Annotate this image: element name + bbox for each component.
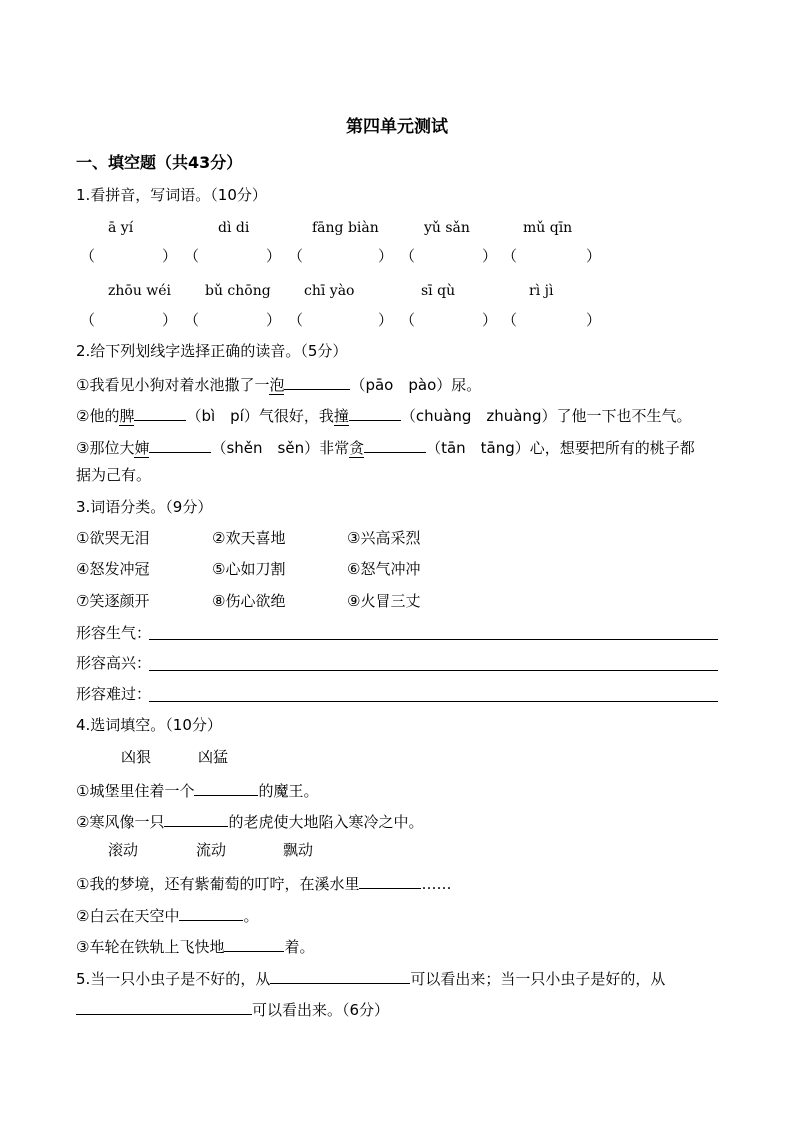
answer-box-close: ） (482, 311, 498, 329)
sentence-text: （shěn sěn）非常 (211, 439, 350, 457)
word-choice: 滚动 (108, 841, 139, 859)
answer-box-open: （ (80, 247, 96, 265)
sentence-text: 5.当一只小虫子是不好的，从 (76, 970, 271, 988)
word-choice: 飘动 (283, 841, 314, 859)
sentence-text: 。 (243, 907, 259, 925)
answer-line[interactable] (149, 639, 718, 640)
pinyin-item: ā yí (108, 220, 134, 236)
sentence-text: …… (421, 875, 452, 893)
question-2-line-2 (76, 406, 691, 424)
answer-box-open: （ (400, 311, 416, 329)
pinyin-item: rì jì (529, 283, 554, 299)
answer-box-close: ） (586, 311, 602, 329)
sentence-text: ③那位大 (76, 439, 135, 457)
answer-box-close: ） (378, 247, 394, 265)
question-4-sentence-5 (76, 937, 314, 955)
sentence-text: ①我看见小狗对着水池撒了一 (76, 376, 270, 394)
answer-blank[interactable] (224, 937, 284, 952)
question-5-line-2 (76, 1000, 389, 1018)
answer-box-close: ） (482, 247, 498, 265)
word-item: ⑥怒气冲冲 (347, 560, 421, 578)
answer-box-open: （ (80, 311, 96, 329)
sentence-text: ②寒风像一只 (76, 813, 165, 831)
answer-blank[interactable] (179, 906, 243, 921)
answer-box-open: （ (502, 311, 518, 329)
answer-blank[interactable] (194, 781, 258, 796)
answer-blank[interactable] (364, 438, 426, 453)
question-2-line-1 (76, 375, 481, 393)
answer-blank[interactable] (134, 406, 186, 421)
pinyin-item: sī qù (421, 283, 456, 299)
answer-box-open: （ (184, 247, 200, 265)
answer-blank[interactable] (359, 874, 421, 889)
word-choice: 凶狠 (121, 748, 152, 766)
underlined-character: 贪 (349, 439, 365, 457)
page-title: 第四单元测试 (346, 117, 448, 137)
answer-blank[interactable] (284, 375, 350, 390)
sentence-text: 可以看出来；当一只小虫子是好的，从 (410, 970, 666, 988)
answer-box-close: ） (266, 247, 282, 265)
answer-box-close: ） (162, 311, 178, 329)
pinyin-item: bǔ chōng (205, 283, 271, 299)
answer-blank[interactable] (270, 969, 410, 984)
question-4-sentence-4 (76, 906, 258, 924)
question-1-title: 1.看拼音，写词语。（10分） (76, 186, 267, 204)
question-2-title: 2.给下列划线字选择正确的读音。（5分） (76, 342, 348, 360)
word-item: ④怒发冲冠 (76, 560, 150, 578)
pinyin-item: fāng biàn (312, 220, 379, 236)
answer-box-close: ） (586, 247, 602, 265)
sentence-text: ②白云在天空中 (76, 907, 180, 925)
pinyin-item: dì di (218, 220, 250, 236)
underlined-character: 脾 (119, 407, 135, 425)
word-item: ②欢天喜地 (212, 529, 286, 547)
answer-box-open: （ (502, 247, 518, 265)
section-heading: 一、填空题（共43分） (76, 153, 243, 172)
question-4-sentence-1 (76, 781, 318, 799)
underlined-character: 泡 (269, 376, 285, 394)
answer-box-close: ） (378, 311, 394, 329)
answer-blank[interactable] (149, 438, 211, 453)
sentence-text: 的老虎使大地陷入寒冷之中。 (228, 813, 424, 831)
word-choice: 流动 (196, 841, 227, 859)
sentence-text: ①城堡里住着一个 (76, 782, 195, 800)
underlined-character: 撞 (333, 407, 349, 425)
question-3-title: 3.词语分类。（9分） (76, 498, 213, 516)
question-4-sentence-3 (76, 874, 451, 892)
word-item: ①欲哭无泪 (76, 529, 150, 547)
sentence-text: （bì pí）气很好，我 (186, 407, 334, 425)
answer-line[interactable] (149, 670, 718, 671)
sentence-text: 可以看出来。（6分） (252, 1001, 390, 1019)
category-label-happy: 形容高兴： (76, 654, 152, 672)
pinyin-item: yǔ sǎn (424, 220, 470, 236)
sentence-text: ①我的梦境，还有紫葡萄的叮咛，在溪水里 (76, 875, 360, 893)
pinyin-item: zhōu wéi (108, 283, 172, 299)
sentence-text: （pāo pào）尿。 (350, 376, 482, 394)
answer-blank[interactable] (349, 406, 401, 421)
answer-box-open: （ (184, 311, 200, 329)
answer-box-open: （ (400, 247, 416, 265)
category-label-angry: 形容生气： (76, 624, 152, 642)
question-2-line-4: 据为己有。 (76, 466, 152, 484)
sentence-text: （chuàng zhuàng）了他一下也不生气。 (400, 407, 692, 425)
question-4-sentence-2 (76, 812, 423, 830)
word-item: ⑧伤心欲绝 (212, 592, 286, 610)
answer-box-open: （ (288, 311, 304, 329)
answer-blank[interactable] (164, 812, 228, 827)
sentence-text: 的魔王。 (258, 782, 319, 800)
sentence-text: ③车轮在铁轨上飞快地 (76, 938, 225, 956)
answer-line[interactable] (149, 701, 718, 702)
word-item: ⑨火冒三丈 (347, 592, 421, 610)
word-item: ⑤心如刀割 (212, 560, 286, 578)
question-2-line-3 (76, 438, 695, 456)
question-4-title: 4.选词填空。（10分） (76, 716, 222, 734)
sentence-text: （tān tāng）心，想要把所有的桃子都 (426, 439, 695, 457)
word-item: ⑦笑逐颜开 (76, 592, 150, 610)
category-label-sad: 形容难过： (76, 685, 152, 703)
answer-box-close: ） (266, 311, 282, 329)
underlined-character: 婶 (134, 439, 150, 457)
sentence-text: ②他的 (76, 407, 120, 425)
pinyin-item: mǔ qīn (523, 220, 573, 236)
word-item: ③兴高采烈 (347, 529, 421, 547)
answer-box-close: ） (162, 247, 178, 265)
answer-box-open: （ (288, 247, 304, 265)
pinyin-item: chī yào (304, 283, 355, 299)
sentence-text: 着。 (284, 938, 315, 956)
answer-blank[interactable] (76, 1000, 252, 1015)
word-choice: 凶猛 (198, 748, 229, 766)
question-5-line-1 (76, 969, 665, 987)
